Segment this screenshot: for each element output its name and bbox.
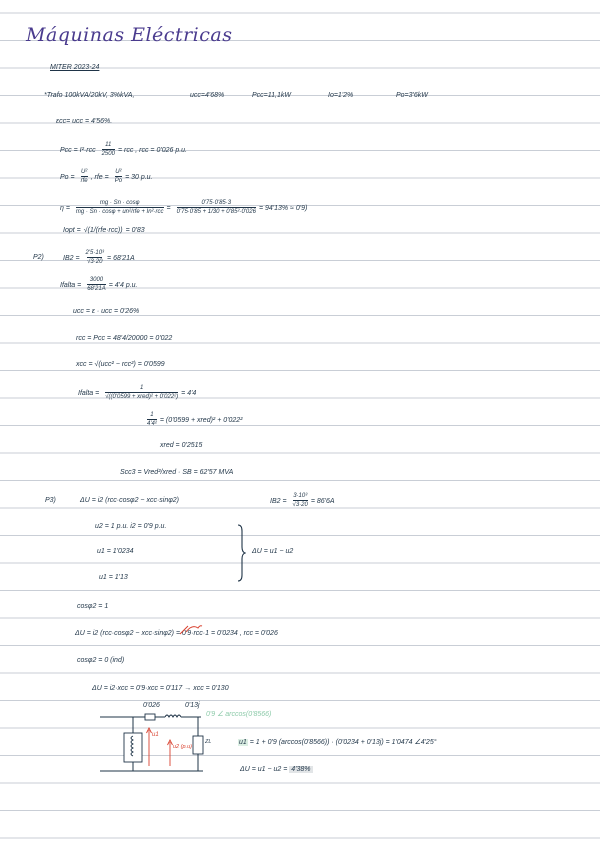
efficiency-equation (60, 198, 310, 218)
xred-equation (144, 412, 245, 428)
exam-subtitle: MITER 2023-24 (50, 64, 100, 71)
ifalta2-lhs: Ifalta = (78, 389, 100, 397)
rfe-equation (60, 169, 156, 185)
xred-num: 1 (150, 412, 154, 419)
iopt-root: √(1/(rfe·rcc)) (83, 226, 123, 234)
xred-rhs: = (0'0599 + xred)² + 0'022² (159, 416, 243, 424)
xred-fraction (147, 412, 157, 428)
u1-result-rhs: = 1 + 0'9 (arccos(0'8566)) · (0'0234 + 0'13j) = 1'0474 ∠4'25° (249, 739, 437, 746)
ifalta2-fraction (105, 385, 178, 401)
ucc-data: ucc=4'68% (190, 92, 225, 99)
ecc-line: εcc= ucc = 4'56%. (56, 118, 113, 125)
series-resistor (145, 714, 155, 720)
iopt-equation (63, 222, 148, 238)
ib2-p3-den: √3·20 (292, 501, 308, 508)
circuit-x-label: 0'13j (185, 702, 200, 709)
rfe-lhs: Po = (60, 173, 75, 181)
correction-mark-icon (178, 622, 204, 636)
correction-stroke (180, 626, 202, 634)
eta-den2: 0'75·0'85 + 1/30 + 0'85²·0'026 (176, 208, 256, 215)
eta-lhs: η = (60, 204, 70, 212)
u1-line: u1 = 1'0234 (97, 548, 134, 555)
cos-phi-0: cosφ2 = 0 (ind) (77, 657, 125, 664)
voltage-drop-cos1: ΔU = i2 (rcc·cosφ2 − xcc·sinφ2) = 0'9·rcc·1 = 0'0234 , rcc = 0'026 (75, 630, 278, 637)
curly-brace-icon (234, 523, 246, 583)
voltage-drop-formula: ΔU = i2 (rcc·cosφ2 − xcc·sinφ2) (80, 497, 180, 504)
eta-fraction-1 (76, 200, 164, 216)
problem-3-label: P3) (45, 497, 56, 504)
eta-fraction-2 (177, 200, 256, 216)
ib2-fraction (86, 250, 105, 266)
ifalta2-rhs: = 4'4 (181, 389, 197, 397)
ifalta-num: 3000 (89, 277, 104, 284)
rcc-equation (60, 142, 190, 158)
load-impedance (193, 736, 203, 754)
ib2-equation (63, 250, 138, 266)
eta-num2: 0'75·0'85·3 (201, 200, 232, 207)
ifalta2-den: √((0'0599 + xred)² + 0'022²) (105, 393, 179, 400)
ib2-rhs: = 68'21A (107, 254, 135, 262)
ib2-den: √3·20 (87, 258, 103, 265)
u1b-line: u1 = 1'13 (99, 574, 128, 581)
xred-line: xred = 0'2515 (160, 442, 203, 449)
ucc-line: ucc = ε · ucc = 0'26% (73, 308, 140, 315)
u2-label: u2 (p.u) (173, 744, 192, 750)
ifalta-den: 68'21A (87, 285, 106, 292)
rcc-den: 2500 (101, 150, 115, 157)
equivalent-circuit (95, 700, 240, 780)
rcc-lhs: Pcc = I²·rcc (60, 146, 96, 154)
load-label: ZL (205, 739, 212, 745)
page-title: Máquinas Eléctricas (26, 24, 233, 46)
rfe-fraction-2 (115, 169, 122, 185)
problem-2-label: P2) (33, 254, 44, 261)
u1-result-lhs: u1 (239, 739, 247, 746)
rfe-rhs: = 30 p.u. (125, 173, 153, 181)
u1-result (238, 739, 437, 747)
per-unit-values: u2 = 1 p.u. i2 = 0'9 p.u. (95, 523, 167, 530)
rfe-fraction-1 (81, 169, 88, 185)
ib2-p3-rhs: = 86'6A (310, 497, 335, 505)
rcc-line: rcc = Pcc = 48'4/20000 = 0'022 (76, 335, 173, 342)
ifalta2-equation (78, 385, 199, 401)
xred-den: 4'4² (147, 420, 157, 427)
eta-den1: mg · Sn · cosφ + un²/rfe + In²·rcc (75, 208, 164, 215)
cos-phi-1: cosφ2 = 1 (77, 603, 109, 610)
du-result (240, 766, 313, 774)
xcc-line: xcc = √(ucc² − rcc²) = 0'0599 (76, 361, 165, 368)
circuit-r-label: 0'026 (143, 702, 160, 709)
po-data: Po=3'6kW (396, 92, 428, 99)
ib2-lhs: IB2 = (63, 254, 80, 262)
du-result-value: 4'38% (291, 766, 311, 773)
voltage-drop-cos0: ΔU = i2·xcc = 0'9·xcc = 0'117 → xcc = 0'130 (92, 685, 229, 692)
ib2-p3-lhs: IB2 = (270, 497, 287, 505)
eta-rhs: = 94'13% ≈ 0'9) (258, 204, 308, 212)
rcc-rhs: = rcc , rcc = 0'026 p.u. (117, 146, 187, 154)
ifalta-equation (60, 277, 141, 293)
ib2-p3-num: 3·10³ (293, 493, 308, 500)
rcc-num: 11 (105, 142, 112, 149)
ifalta2-num: 1 (140, 385, 144, 392)
du-result-lhs: ΔU = u1 − u2 = (240, 766, 288, 773)
io-data: Io=1'2% (328, 92, 354, 99)
trafo-data: *Trafo 100kVA/20kV, 3%kVA, (44, 92, 135, 99)
u1-label: u1 (152, 732, 159, 738)
brace-note: ΔU = u1 − u2 (252, 548, 294, 555)
rfe-den1: rfe (80, 177, 88, 184)
ifalta-lhs: Ifalta = (60, 281, 82, 289)
series-inductor (165, 715, 181, 717)
pcc-data: Pcc=11,1kW (252, 92, 291, 99)
ifalta-fraction (87, 277, 106, 293)
iopt-lhs: Iopt = (63, 226, 81, 234)
rfe-num1: U² (80, 169, 88, 176)
ib2-num: 2'5·10³ (85, 250, 105, 257)
rcc-fraction (102, 142, 115, 158)
ib2-p3-fraction (293, 493, 308, 509)
ib2-p3-equation (270, 493, 338, 509)
current-note: 0'9 ∠ arccos(0'8566) (206, 711, 272, 718)
rfe-den2: Po (114, 177, 123, 184)
ifalta-rhs: = 4'4 p.u. (108, 281, 138, 289)
rfe-mid: , rfe = (90, 173, 109, 181)
eta-num1: mg · Sn · cosφ (99, 200, 140, 207)
eta-eq: = (166, 204, 171, 212)
scc-line: Scc3 = Vred²/xred · SB = 62'57 MVA (120, 469, 234, 476)
iopt-rhs: = 0'83 (125, 226, 145, 234)
rfe-num2: U² (115, 169, 122, 176)
